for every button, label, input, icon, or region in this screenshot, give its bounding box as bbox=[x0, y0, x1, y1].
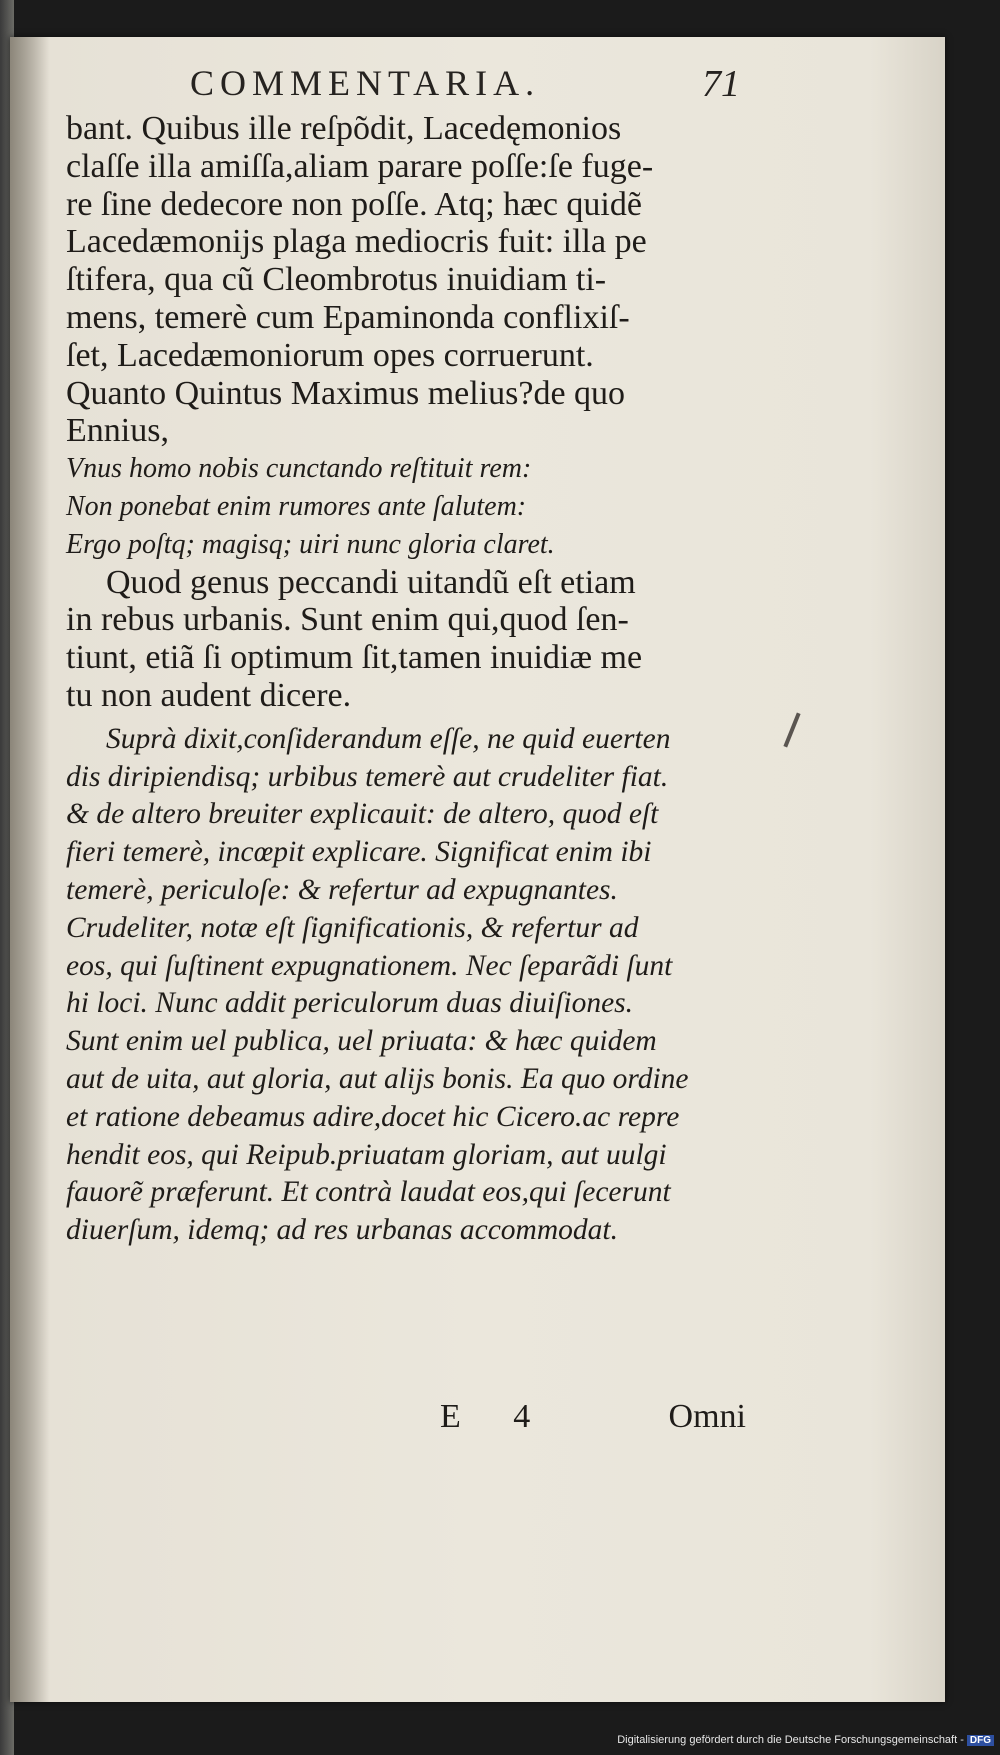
credit-text: Digitalisierung gefördert durch die Deutsche Forschungsgemeinschaft - bbox=[617, 1734, 964, 1746]
catchword: Omni bbox=[668, 1398, 746, 1435]
commentary-line: temerè, periculoſe: & refertur ad expugnantes. bbox=[66, 873, 618, 906]
commentary-line: eos, qui ſuſtinent expugnationem. Nec ſeparãdi ſunt bbox=[66, 949, 673, 982]
verse-line: Vnus homo nobis cunctando reſtituit rem: bbox=[66, 453, 532, 485]
commentary-line: dis diripiendisq; urbibus temerè aut crudeliter fiat. bbox=[66, 760, 669, 793]
page-number: 71 bbox=[702, 63, 740, 105]
commentary-line: hi loci. Nunc addit periculorum duas diuiſiones. bbox=[66, 987, 634, 1020]
text-line: Quanto Quintus Maximus melius?de quo bbox=[66, 374, 626, 412]
digitization-credit bbox=[617, 1734, 994, 1752]
text-line: tiunt, etiã ſi optimum ſit,tamen inuidiæ me bbox=[66, 639, 643, 677]
commentary-line: Crudeliter, notæ eſt ſignificationis, & refertur ad bbox=[66, 911, 639, 944]
commentary-line: fieri temerè, incœpit explicare. Significat enim ibi bbox=[66, 836, 652, 869]
text-line: re ſine dedecore non poſſe. Atq; hæc quidẽ bbox=[66, 185, 642, 223]
text-line: claſſe illa amiſſa,aliam parare poſſe:ſe fuge- bbox=[66, 147, 654, 185]
page-gutter-shadow bbox=[10, 37, 50, 1702]
text-line: ſet, Lacedæmoniorum opes corruerunt. bbox=[66, 336, 594, 374]
paragraph-two bbox=[66, 564, 746, 715]
text-line: Ennius, bbox=[66, 412, 169, 450]
commentary-line: Sunt enim uel publica, uel priuata: & hæc quidem bbox=[66, 1025, 657, 1058]
commentary-line: aut de uita, aut gloria, aut alijs bonis. Ea quo ordine bbox=[66, 1062, 689, 1095]
commentary-line: Suprà dixit,conſiderandum eſſe, ne quid euerten bbox=[106, 722, 671, 755]
verse-quotation bbox=[66, 450, 746, 563]
text-line: mens, temerè cum Epaminonda conflixiſ- bbox=[66, 298, 630, 336]
commentary-block bbox=[66, 721, 746, 1250]
verse-line: Non ponebat enim rumores ante ſalutem: bbox=[66, 490, 527, 522]
commentary-line: et ratione debeamus adire,docet hic Cicero.ac repre bbox=[66, 1100, 680, 1133]
commentary-line: diuerſum, idemq; ad res urbanas accommodat. bbox=[66, 1214, 618, 1247]
page-footer bbox=[440, 1398, 746, 1444]
dfg-logo: DFG bbox=[967, 1735, 994, 1746]
text-line: in rebus urbanis. Sunt enim qui,quod ſen- bbox=[66, 601, 629, 639]
commentary-line: & de altero breuiter explicauit: de altero, quod eſt bbox=[66, 798, 659, 831]
page-header bbox=[190, 62, 740, 108]
signature-mark: E 4 bbox=[440, 1398, 553, 1435]
commentary-line: hendit eos, qui Reipub.priuatam gloriam, aut uulgi bbox=[66, 1138, 667, 1171]
text-line: Lacedæmonijs plaga mediocris fuit: illa pe bbox=[66, 223, 647, 261]
text-line: ſtifera, qua cũ Cleombrotus inuidiam ti- bbox=[66, 261, 607, 299]
running-title: COMMENTARIA. bbox=[190, 63, 541, 103]
text-line: Quod genus peccandi uitandũ eſt etiam bbox=[106, 563, 636, 601]
main-text-block bbox=[66, 110, 746, 1250]
verse-line: Ergo poſtq; magisq; uiri nunc gloria claret. bbox=[66, 528, 555, 560]
text-line: tu non audent dicere. bbox=[66, 676, 352, 714]
commentary-line: fauorẽ præferunt. Et contrà laudat eos,qui ſecerunt bbox=[66, 1176, 671, 1209]
text-line: bant. Quibus ille reſpõdit, Lacedęmonios bbox=[66, 110, 622, 147]
